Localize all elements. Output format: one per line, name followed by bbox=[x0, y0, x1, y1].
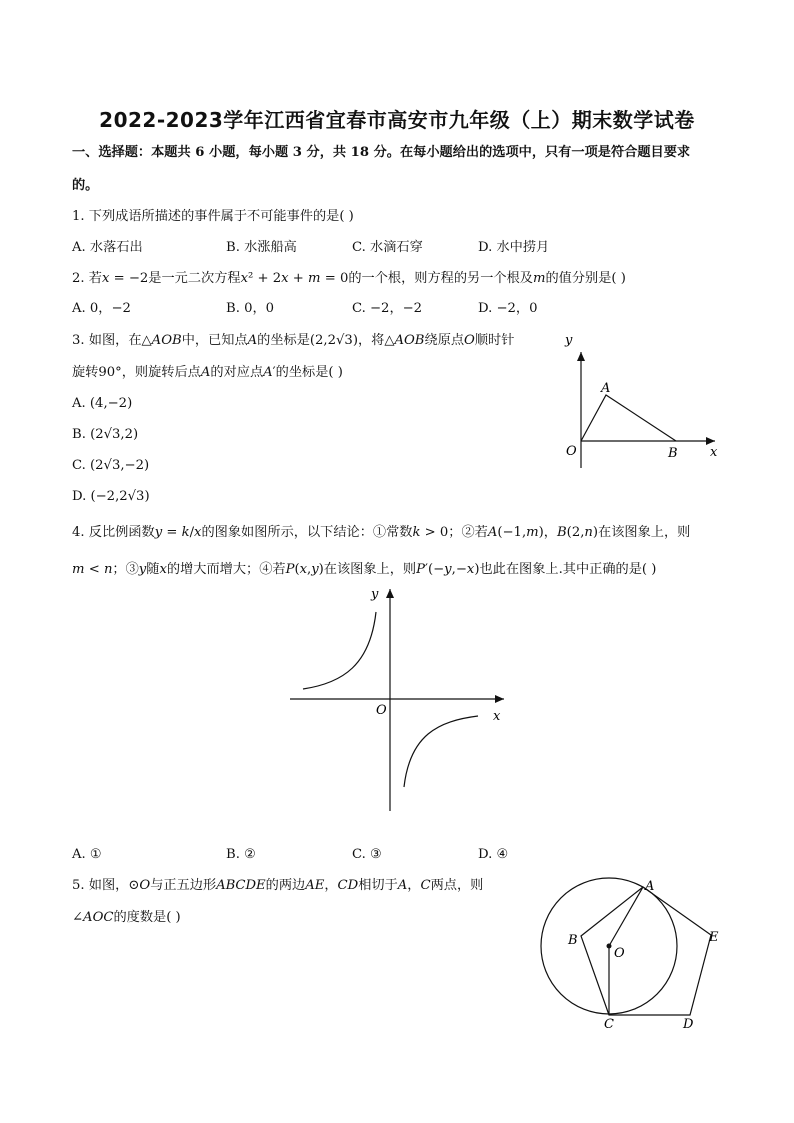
q5-center-point bbox=[607, 944, 612, 949]
section-header-line2: 的。 bbox=[72, 178, 99, 193]
q3-stem-line2: 旋转90°，则旋转后点𝐴的对应点𝐴′的坐标是( ) bbox=[72, 365, 343, 380]
q5-stem-line1: 5. 如图，⊙𝑂与正五边形𝐴𝐵𝐶𝐷𝐸的两边𝐴𝐸，𝐶𝐷相切于𝐴，𝐶两点，则 bbox=[72, 878, 484, 893]
q3-label-b: B bbox=[668, 446, 678, 461]
q3-triangle-figure bbox=[555, 328, 730, 468]
q2-stem: 2. 若𝑥 = −2是一元二次方程𝑥² + 2𝑥 + 𝑚 = 0的一个根，则方程的另一个根及𝑚的值分别是( ) bbox=[72, 271, 626, 286]
q3-label-o: O bbox=[566, 444, 577, 459]
q1-option-c: C. 水滴石穿 bbox=[352, 240, 423, 255]
q5-label-d: D bbox=[683, 1017, 694, 1032]
q3-option-c: C. (2√3,−2) bbox=[72, 458, 150, 473]
q1-option-d: D. 水中捞月 bbox=[478, 240, 550, 255]
q2-option-d: D. −2，0 bbox=[478, 301, 538, 316]
q3-label-x: x bbox=[710, 445, 718, 460]
q3-option-a: A. (4,−2) bbox=[72, 396, 133, 411]
q2-option-c: C. −2，−2 bbox=[352, 301, 423, 316]
q4-stem-line1: 4. 反比例函数𝑦 = 𝑘/𝑥的图象如图所示，以下结论：①常数𝑘 > 0；②若𝐴(−1,𝑚)，𝐵(2,𝑛)在该图象上，则 bbox=[72, 525, 691, 540]
q4-y-arrow bbox=[386, 589, 394, 598]
q1-option-b: B. 水涨船高 bbox=[226, 240, 297, 255]
q3-y-arrow bbox=[577, 352, 585, 361]
q5-radius-oa bbox=[609, 887, 643, 946]
q4-branch-second-quadrant bbox=[303, 612, 376, 689]
q2-option-b: B. 0，0 bbox=[226, 301, 275, 316]
q3-triangle-aob bbox=[581, 395, 676, 441]
q4-hyperbola-figure bbox=[288, 585, 508, 813]
q3-option-d: D. (−2,2√3) bbox=[72, 489, 150, 504]
q4-option-a: A. ① bbox=[72, 847, 102, 862]
q4-label-y: y bbox=[371, 587, 379, 602]
q4-x-arrow bbox=[495, 695, 504, 703]
q2-option-a: A. 0，−2 bbox=[72, 301, 131, 316]
section-header-line1: 一、选择题：本题共 6 小题，每小题 3 分，共 18 分。在每小题给出的选项中，只有一项是符合题目要求 bbox=[72, 145, 691, 160]
exam-title: 2022-2023学年江西省宜春市高安市九年级（上）期末数学试卷 bbox=[99, 108, 695, 132]
q4-label-o: O bbox=[376, 703, 387, 718]
q5-label-a: A bbox=[645, 879, 655, 894]
q4-label-x: x bbox=[493, 709, 501, 724]
q3-option-b: B. (2√3,2) bbox=[72, 427, 139, 442]
q5-label-c: C bbox=[604, 1017, 614, 1032]
q3-x-arrow bbox=[706, 437, 715, 445]
q4-stem-line2: 𝑚 < 𝑛；③𝑦随𝑥的增大而增大；④若𝑃(𝑥,𝑦)在该图象上，则𝑃′(−𝑦,−𝑥)也此在图象上.其中正确的是( ) bbox=[72, 562, 657, 577]
q5-stem-line2: ∠𝐴𝑂𝐶的度数是( ) bbox=[72, 910, 181, 925]
q5-circle-pentagon-figure bbox=[536, 870, 726, 1035]
q4-option-c: C. ③ bbox=[352, 847, 382, 862]
q4-branch-fourth-quadrant bbox=[404, 716, 478, 787]
q5-label-o: O bbox=[614, 946, 625, 961]
q4-option-d: D. ④ bbox=[478, 847, 509, 862]
q3-label-a: A bbox=[601, 381, 611, 396]
q3-label-y: y bbox=[565, 333, 573, 348]
q5-label-e: E bbox=[709, 930, 719, 945]
q1-option-a: A. 水落石出 bbox=[72, 240, 143, 255]
q5-pentagon-abcde bbox=[581, 887, 711, 1015]
q3-stem-line1: 3. 如图，在△𝐴𝑂𝐵中，已知点𝐴的坐标是(2,2√3)，将△𝐴𝑂𝐵绕原点𝑂顺时针 bbox=[72, 333, 515, 348]
q4-option-b: B. ② bbox=[226, 847, 256, 862]
q1-stem: 1. 下列成语所描述的事件属于不可能事件的是( ) bbox=[72, 209, 354, 224]
q5-label-b: B bbox=[568, 933, 578, 948]
